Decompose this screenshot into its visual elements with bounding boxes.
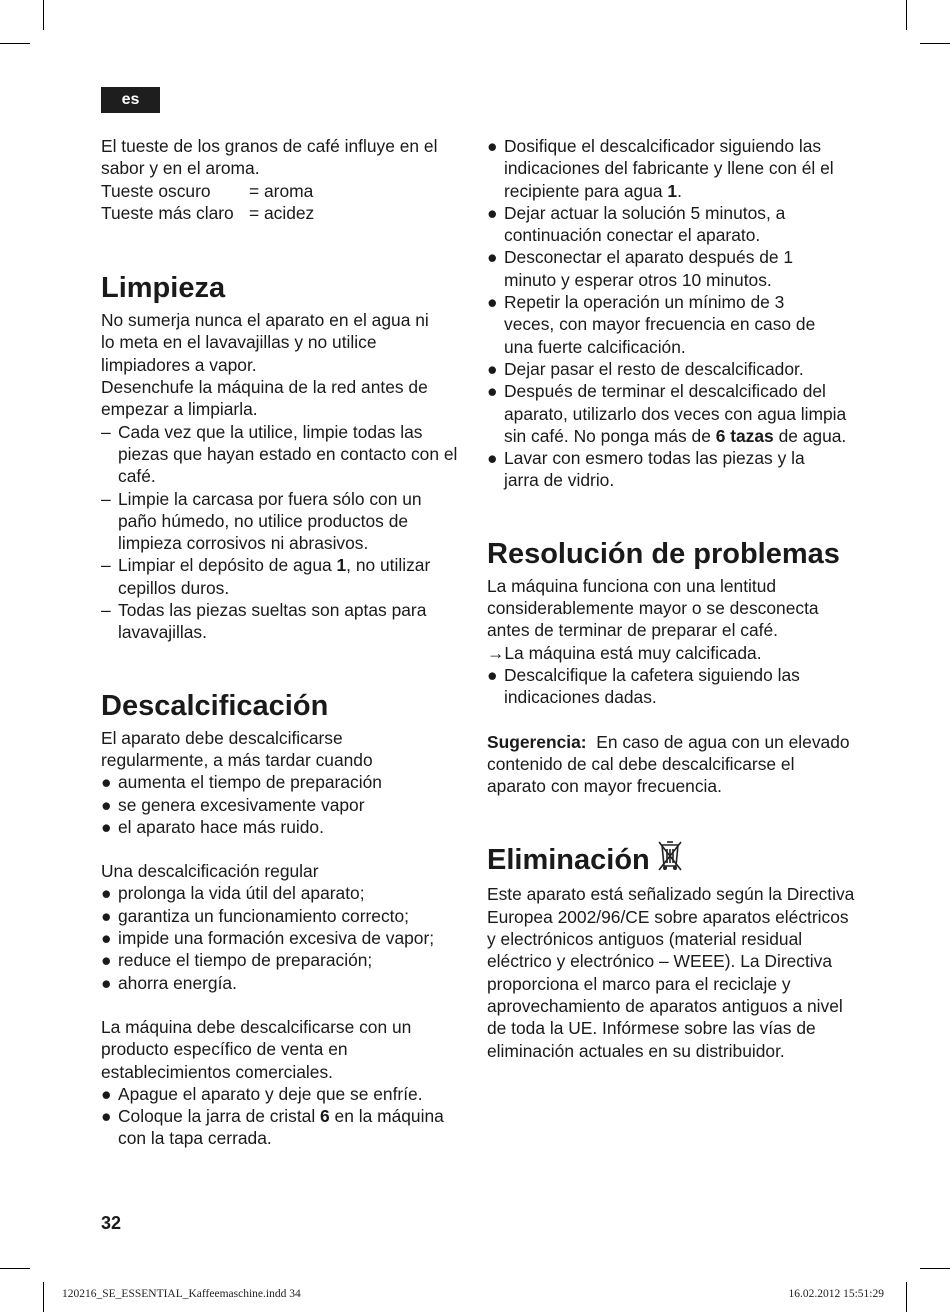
paragraph: No sumerja nunca el aparato en el agua ni lo meta en el lavavajillas y no utilice limpiadores a vapor. [101,310,429,375]
list-item: ● reduce el tiempo de preparación; [101,950,373,971]
crop-mark [906,0,907,30]
paragraph: Desenchufe la máquina de la red antes de empezar a limpiarla. [101,377,428,420]
list-item: – Limpiar el depósito de agua 1, no utilizar cepillos duros. [101,555,431,598]
paragraph: La máquina funciona con una lentitud considerablemente mayor o se desconecta antes de terminar de preparar el café. [487,575,819,641]
list-item: ● Desconectar el aparato después de 1 minuto y esperar otros 10 minutos. [487,247,794,290]
paragraph: El aparato debe descalcificarse regularmente, a más tardar cuando [101,727,373,770]
right-column [487,135,857,1062]
paragraph: La máquina debe descalcificarse con un producto específico de venta en establecimientos comerciales. [101,1016,412,1082]
section-heading-limpieza: Limpieza [101,272,226,305]
intro-text: El tueste de los granos de café influye en el sabor y en el aroma. [101,136,438,179]
list-item: ● Lavar con esmero todas las piezas y la jarra de vidrio. [487,448,805,491]
left-column [101,135,471,1150]
language-tag: es [101,87,160,113]
list-item: – Limpie la carcasa por fuera sólo con un paño húmedo, no utilice productos de limpieza corrosivos ni abrasivos. [101,488,422,554]
paragraph: Este aparato está señalizado según la Directiva Europea 2002/96/CE sobre aparatos eléctricos y electrónicos antiguos (material residual eléctrico y electrónico – WEEE). La Directiva proporciona el marco para el reciclaje y aprovechamiento de aparatos antiguos a nivel de toda la UE. Infórmese sobre las vías de eliminación actuales en su distribuidor. [487,884,855,1061]
list-item: ● el aparato hace más ruido. [101,816,324,837]
list-item: ● garantiza un funcionamiento correcto; [101,905,409,926]
list-item: ● prolonga la vida útil del aparato; [101,883,365,904]
list-item: ● Repetir la operación un mínimo de 3 veces, con mayor frecuencia en caso de una fuerte calcificación. [487,292,816,357]
section-heading-problemas: Resolución de problemas [487,537,840,570]
crossed-out-wheelie-bin-icon [656,839,684,873]
crop-mark [43,1282,44,1312]
crop-mark [920,1268,950,1269]
list-item: ● Coloque la jarra de cristal 6 en la máquina con la tapa cerrada. [101,1106,444,1149]
crop-mark [43,0,44,30]
list-item: ● impide una formación excesiva de vapor; [101,928,435,949]
list-item: ● Dejar actuar la solución 5 minutos, a continuación conectar el aparato. [487,202,786,246]
slug-date: 16.02.2012 15:51:29 [788,1288,884,1300]
roast-row: Tueste más claro = acidez [101,202,315,223]
list-item: ● se genera excesivamente vapor [101,794,365,815]
list-item: ● Descalcifique la cafetera siguiendo las indicaciones dadas. [487,664,800,708]
list-item: ● Apague el aparato y deje que se enfríe. [101,1083,423,1104]
list-item: → La máquina está muy calcificada. [487,642,762,663]
section-heading-eliminacion: Eliminación [487,839,857,878]
list-item: ● ahorra energía. [101,972,237,993]
list-item: ● aumenta el tiempo de preparación [101,772,382,793]
section-heading-descalcificacion: Descalcificación [101,689,329,722]
slug-file: 120216_SE_ESSENTIAL_Kaffeemaschine.indd 34 [62,1288,301,1300]
crop-mark [0,1268,30,1269]
crop-mark [906,1282,907,1312]
tip-paragraph: Sugerencia: En caso de agua con un elevado contenido de cal debe descalcificarse el aparato con mayor frecuencia. [487,731,850,797]
list-item: – Cada vez que la utilice, limpie todas las piezas que hayan estado en contacto con el café. [101,421,458,487]
list-item: ● Dosifique el descalcificador siguiendo las indicaciones del fabricante y llene con él el recipiente para agua 1. [487,136,834,201]
crop-mark [920,43,950,44]
list-item: ● Dejar pasar el resto de descalcificador. [487,358,804,379]
list-item: – Todas las piezas sueltas son aptas para lavavajillas. [101,600,427,643]
roast-row: Tueste oscuro = aroma [101,180,314,201]
list-item: ● Después de terminar el descalcificado del aparato, utilizarlo dos veces con agua limpia sin café. No ponga más de 6 tazas de agua. [487,381,847,446]
paragraph: Una descalcificación regular [101,861,319,882]
crop-mark [0,43,30,44]
page-number: 32 [101,1213,122,1233]
